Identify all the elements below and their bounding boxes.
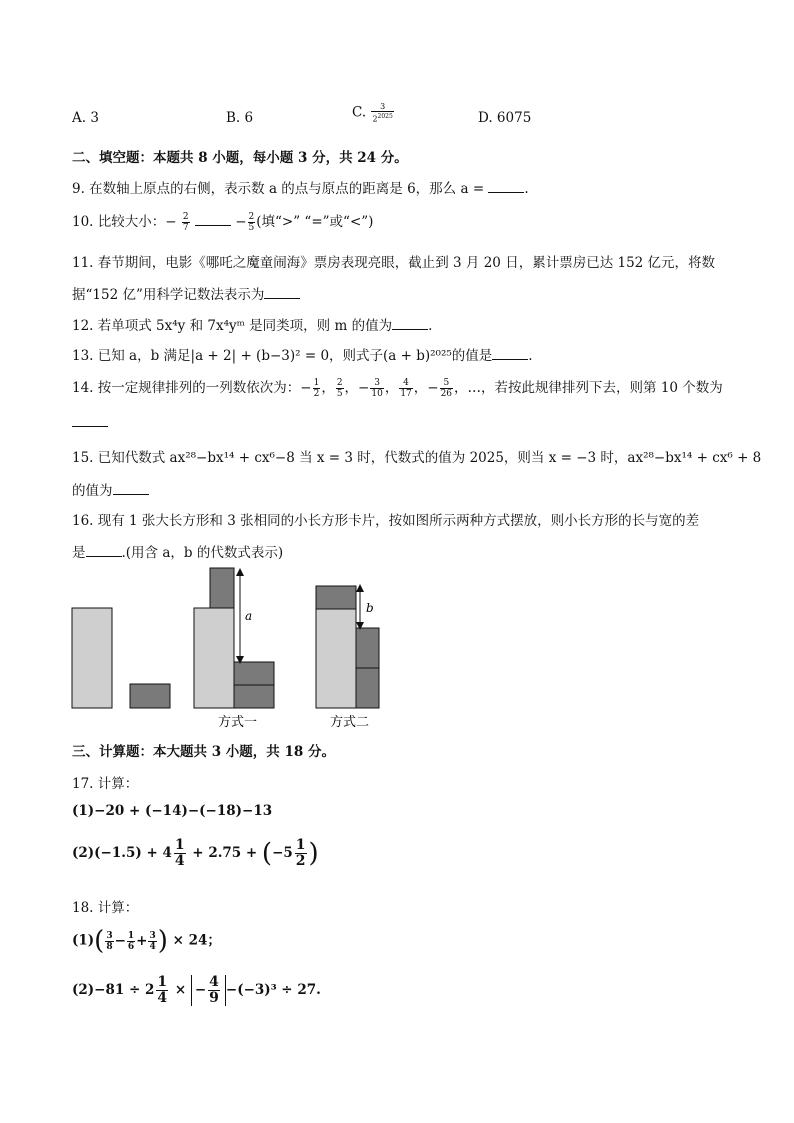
fraction: $\frac{2}{5}$: [336, 378, 343, 399]
choice-c: [352, 102, 395, 124]
question-16-line1: 16. 现有 1 张大长方形和 3 张相同的小长方形卡片，按如图所示两种方式摆放，则小长方形的长与宽的差: [72, 513, 700, 529]
question-12: 12. 若单项式 5x⁴y 和 7x⁴yᵐ 是同类项，则 m 的值为 .: [72, 318, 433, 334]
question-15-line2: 的值为: [72, 479, 149, 499]
fraction: $\frac{1}{2}$: [313, 378, 320, 399]
fraction: $\frac{5}{26}$: [440, 378, 453, 399]
question-9: 9. 在数轴上原点的右侧，表示数 a 的点与原点的距离是 6，那么 a = .: [72, 181, 529, 197]
rectangles-figure: [60, 560, 400, 732]
answer-blank[interactable]: [488, 180, 524, 193]
fraction: $\frac{3}{4}$: [149, 930, 156, 952]
question-10: 10. 比较大小：− $\frac{2}{7}$ − $\frac{2}{5}$ (填“>” “=”或“<”): [72, 212, 374, 233]
question-13: 13. 已知 a，b 满足|a + 2| + (b−3)² = 0，则式子(a + b)²⁰²⁵的值是 .: [72, 348, 533, 364]
fraction: $\frac{2}{5}$: [248, 212, 255, 233]
method2-top-small-rectangle: [316, 586, 356, 609]
absolute-value: − $\frac{4}{9}$: [191, 975, 226, 1006]
label-b: b: [366, 601, 374, 615]
section2-heading: 二、填空题：本题共 8 小题，每小题 3 分，共 24 分。: [72, 150, 408, 166]
question-14-blank: [72, 414, 108, 431]
term-sign: −: [300, 380, 312, 396]
answer-blank[interactable]: [492, 347, 528, 360]
answer-blank[interactable]: [195, 213, 231, 226]
answer-blank[interactable]: [72, 414, 108, 427]
sequence-terms: − $\frac{1}{2}$ ， $\frac{2}{5}$ ，− $\frac{3}{10}$ ， $\frac{4}{17}$ ，− $\frac{5}{26}$: [300, 378, 453, 399]
term-sign: −: [114, 932, 126, 949]
term-sign: +: [136, 932, 148, 949]
fraction: $\frac{1}{6}$: [127, 930, 135, 952]
question-18-part2: (2)−81 ÷ 2 $\frac{1}{4}$ × − $\frac{4}{9}$ −(−3)³ ÷ 27.: [72, 974, 321, 1006]
caption-method1: 方式一: [218, 715, 258, 730]
caption-method2: 方式二: [330, 715, 370, 730]
choice-c-label: C.: [352, 104, 367, 121]
fraction: $\frac{4}{17}$: [400, 378, 412, 399]
small-rectangle: [130, 684, 170, 708]
fraction: $\frac{4}{9}$: [209, 974, 219, 1006]
fraction: $\frac{3}{10}$: [371, 378, 383, 399]
method1-top-small-rectangle: [210, 568, 234, 608]
label-a: a: [245, 609, 253, 623]
answer-blank[interactable]: [113, 482, 149, 495]
method2-small-rectangle-lower: [356, 668, 379, 708]
method1-large-rectangle: [194, 608, 234, 708]
section3-heading: 三、计算题：本大题共 3 小题，共 18 分。: [72, 744, 335, 760]
large-rectangle: [72, 608, 112, 708]
question-15-line1: 15. 已知代数式 ax²⁸−bx¹⁴ + cx⁶−8 当 x = 3 时，代数式的值为 2025，则当 x = −3 时，ax²⁸−bx¹⁴ + cx⁶ + 8: [72, 450, 762, 466]
method2-large-rectangle: [316, 609, 356, 708]
question-17-part2: (2)(−1.5) + 4 $\frac{1}{4}$ + 2.75 + (−5 $\frac{1}{2}$ ): [72, 837, 319, 869]
answer-blank[interactable]: [392, 317, 428, 330]
question-16-line2: 是 .(用含 a，b 的代数式表示): [72, 545, 284, 561]
question-18-part1: (1)( $\frac{3}{8}$ − $\frac{1}{6}$ + $\frac{3}{4}$ ) × 24；: [72, 926, 221, 956]
method2-small-rectangle-upper: [356, 628, 379, 668]
term-sign: −: [427, 380, 439, 396]
question-14: 14. 按一定规律排列的一列数依次为：− $\frac{1}{2}$ ， $\frac{2}{5}$ ，− $\frac{3}{10}$ ， $\frac{4}{17}$ ，− $\frac{5}{26}$ ，…，若按此规律排列下去，则第 10 个数为: [72, 378, 723, 399]
choice-b: B. 6: [226, 110, 254, 126]
fraction: $\frac{1}{2}$: [295, 837, 306, 869]
method1-small-rectangle-upper: [234, 662, 274, 685]
choice-d: D. 6075: [478, 110, 532, 126]
question-17-title: 17. 计算：: [72, 776, 139, 792]
question-11-line1: 11. 春节期间，电影《哪吒之魔童闹海》票房表现亮眼，截止到 3 月 20 日，累计票房已达 152 亿元，将数: [72, 255, 716, 271]
method1-small-rectangle-lower: [234, 685, 274, 708]
fraction: $\frac{3}{8}$: [106, 930, 113, 952]
answer-blank[interactable]: [86, 544, 122, 557]
question-17-part1: (1)−20 + (−14)−(−18)−13: [72, 803, 273, 819]
choice-c-fraction: $\frac{3}{2^{2025}}$: [372, 102, 393, 124]
fraction: $\frac{1}{4}$: [174, 837, 185, 869]
fraction: $\frac{1}{4}$: [157, 974, 168, 1006]
choice-a: A. 3: [72, 110, 99, 126]
term-sign: −: [358, 380, 370, 396]
fraction: $\frac{2}{7}$: [182, 212, 189, 233]
expression-terms: [104, 930, 157, 952]
question-18-title: 18. 计算：: [72, 900, 139, 916]
question-11-line2: 据“152 亿”用科学记数法表示为: [72, 283, 300, 303]
answer-blank[interactable]: [264, 286, 300, 299]
